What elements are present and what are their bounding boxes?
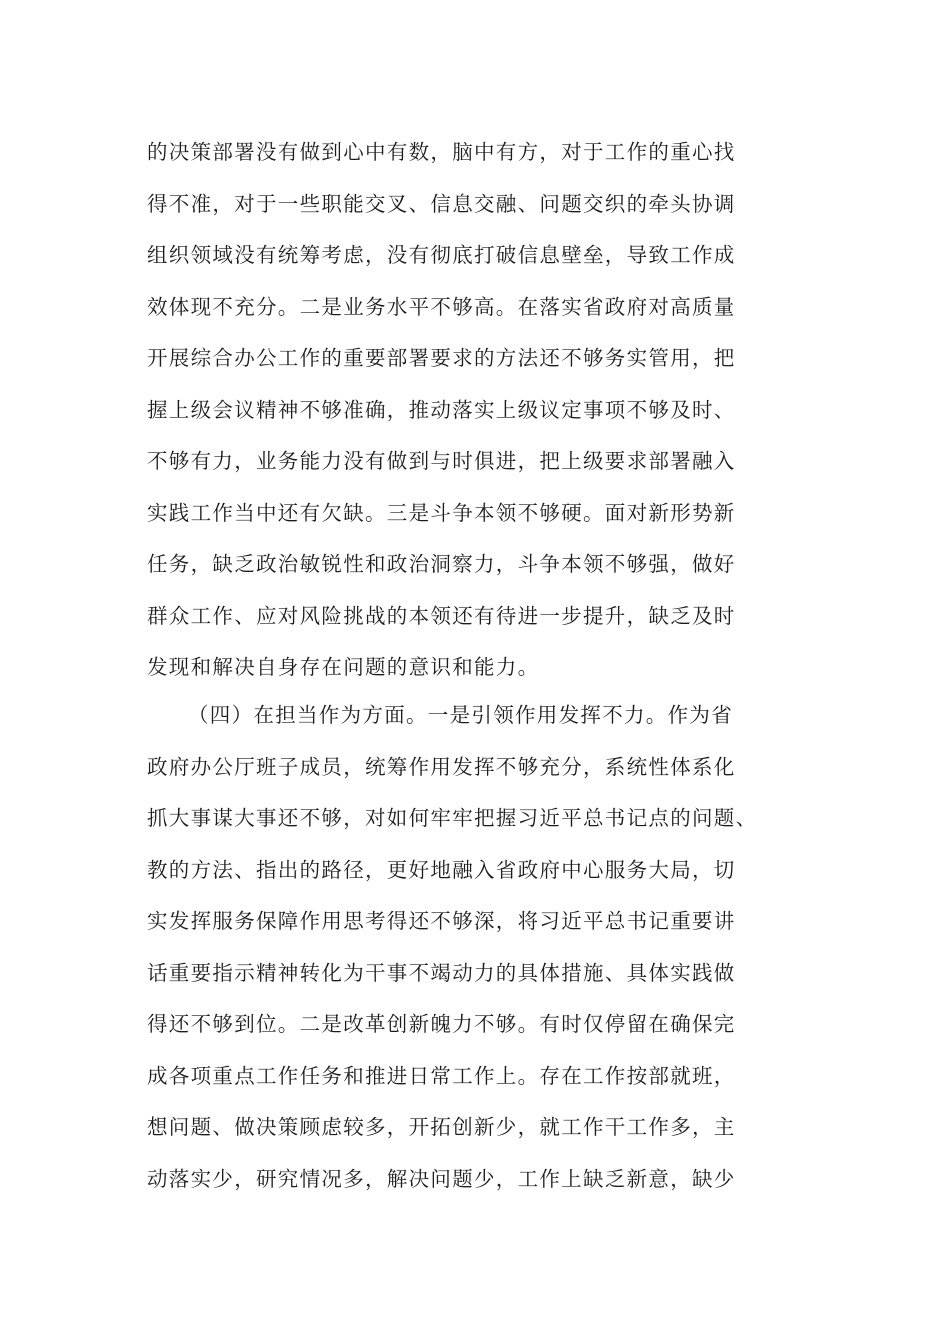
text-line: 任务，缺乏政治敏锐性和政治洞察力，斗争本领不够强，做好 xyxy=(147,552,736,576)
text-line: 得还不够到位。二是改革创新魄力不够。有时仅停留在确保完 xyxy=(147,1012,736,1036)
text-line-first-indented: （四）在担当作为方面。一是引领作用发挥不力。作为省 xyxy=(188,703,733,727)
text-line: 组织领域没有统筹考虑，没有彻底打破信息壁垒，导致工作成 xyxy=(147,243,736,267)
text-line: 想问题、做决策顾虑较多，开拓创新少，就工作干工作多，主 xyxy=(147,1115,736,1139)
text-line: 动落实少，研究情况多，解决问题少，工作上缺乏新意，缺少 xyxy=(147,1166,736,1191)
text-line: 效体现不充分。二是业务水平不够高。在落实省政府对高质量 xyxy=(147,294,736,319)
text-line: 成各项重点工作任务和推进日常工作上。存在工作按部就班， xyxy=(147,1063,736,1088)
text-line: 话重要指示精神转化为干事不竭动力的具体措施、具体实践做 xyxy=(147,960,736,985)
text-line: 得不准，对于一些职能交叉、信息交融、问题交织的牵头协调 xyxy=(147,191,736,216)
text-line: 教的方法、指出的路径，更好地融入省政府中心服务大局，切 xyxy=(147,857,736,882)
paragraph-continuation xyxy=(147,127,807,694)
text-line: 不够有力，业务能力没有做到与时俱进，把上级要求部署融入 xyxy=(147,449,736,473)
paragraph-section-four xyxy=(147,690,807,1205)
text-line: 群众工作、应对风险挑战的本领还有待进一步提升，缺乏及时 xyxy=(147,603,736,628)
text-line: 实践工作当中还有欠缺。三是斗争本领不够硬。面对新形势新 xyxy=(147,500,736,525)
text-line: 实发挥服务保障作用思考得还不够深，将习近平总书记重要讲 xyxy=(147,909,736,933)
text-line: 的决策部署没有做到心中有数，脑中有方，对于工作的重心找 xyxy=(147,140,736,164)
text-line: 握上级会议精神不够准确，推动落实上级议定事项不够及时、 xyxy=(147,397,736,422)
text-line: 发现和解决自身存在问题的意识和能力。 xyxy=(147,655,540,679)
text-line: 政府办公厅班子成员，统筹作用发挥不够充分，系统性体系化 xyxy=(147,754,736,779)
text-line: 开展综合办公工作的重要部署要求的方法还不够务实管用，把 xyxy=(147,346,736,370)
text-line: 抓大事谋大事还不够，对如何牢牢把握习近平总书记点的问题、 xyxy=(147,806,758,830)
